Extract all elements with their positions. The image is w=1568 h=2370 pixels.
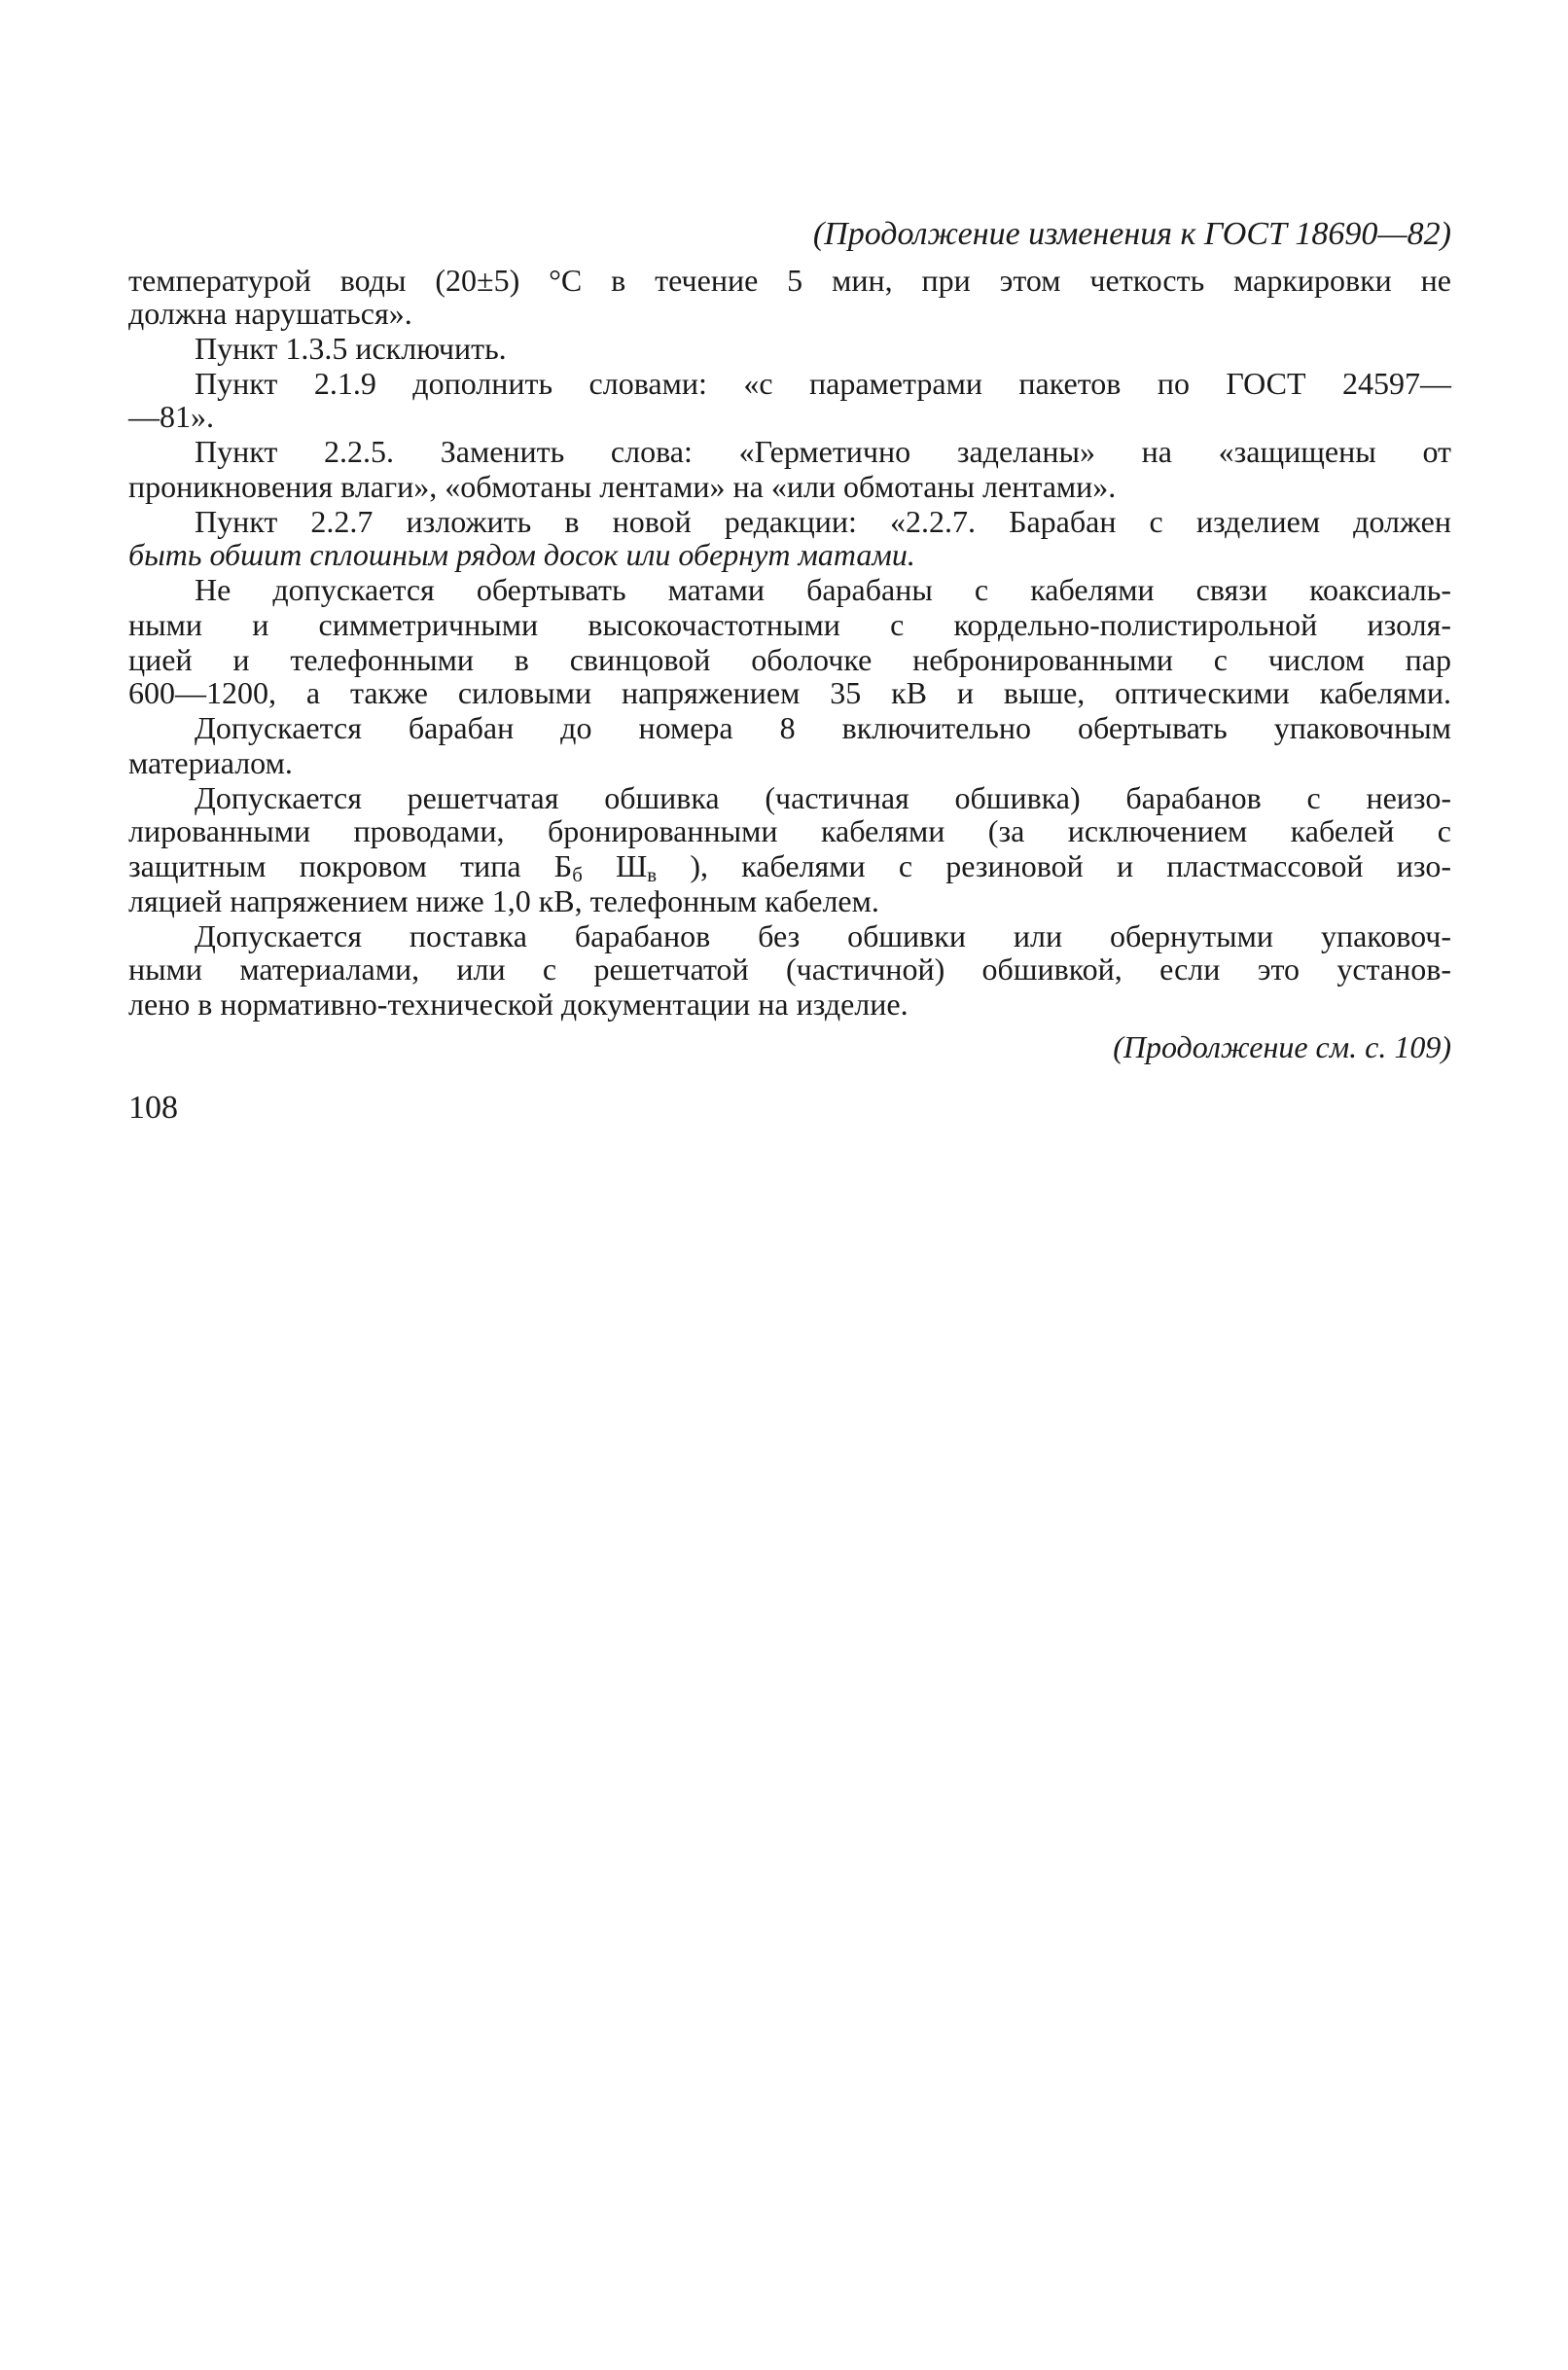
- text-fragment: ), кабелями с резиновой и пластмассовой изо-: [657, 848, 1452, 883]
- text-line: Пункт 2.1.9 дополнить словами: «с параметрами пакетов по ГОСТ 24597—: [195, 366, 1451, 401]
- text-fragment: Ш: [582, 848, 648, 883]
- text-line: Допускается решетчатая обшивка (частичная обшивка) барабанов с неизо-: [195, 780, 1451, 815]
- text-line: цией и телефонными в свинцовой оболочке небронированными с числом пар: [128, 642, 1451, 677]
- text-line: температурой воды (20±5) °С в течение 5 мин, при этом четкость маркировки не: [128, 263, 1451, 298]
- text-line: материалом.: [128, 745, 293, 780]
- text-line: Допускается поставка барабанов без обшивки или обернутыми упаковоч-: [195, 918, 1451, 953]
- subscript: в: [647, 864, 658, 887]
- text-line: проникновения влаги», «обмотаны лентами» на «или обмотаны лентами».: [128, 469, 1117, 504]
- text-line: лированными проводами, бронированными кабелями (за исключением кабелей с: [128, 813, 1451, 848]
- text-line: —81».: [128, 399, 214, 434]
- page-header: (Продолжение изменения к ГОСТ 18690—82): [812, 216, 1451, 252]
- subscript: б: [572, 864, 583, 887]
- text-line: 600—1200, а также силовыми напряжением 35 кВ и выше, оптическими кабелями.: [128, 675, 1451, 710]
- text-line: Допускается барабан до номера 8 включительно обертывать упаковочным: [195, 710, 1451, 745]
- page-number: 108: [128, 1090, 178, 1126]
- text-line: Не допускается обертывать матами барабаны с кабелями связи коаксиаль-: [195, 572, 1451, 607]
- text-fragment: защитным покровом типа Б: [128, 848, 573, 883]
- text-line: Пункт 2.2.7 изложить в новой редакции: «2.2.7. Барабан с изделием должен: [195, 504, 1451, 539]
- text-line: Пункт 2.2.5. Заменить слова: «Герметично заделаны» на «защищены от: [195, 434, 1451, 469]
- text-line: должна нарушаться».: [128, 296, 412, 331]
- text-line: быть обшит сплошным рядом досок или обернут матами.: [128, 537, 915, 572]
- continuation-note: (Продолжение см. с. 109): [1113, 1029, 1451, 1064]
- text-line: Пункт 1.3.5 исключить.: [195, 331, 507, 366]
- text-line: ными материалами, или с решетчатой (частичной) обшивкой, если это установ-: [128, 952, 1451, 987]
- text-line: ляцией напряжением ниже 1,0 кВ, телефонным кабелем.: [128, 883, 879, 918]
- text-line: ными и симметричными высокочастотными с кордельно-полистирольной изоля-: [128, 607, 1451, 642]
- text-line: лено в нормативно-технической документации на изделие.: [128, 987, 909, 1022]
